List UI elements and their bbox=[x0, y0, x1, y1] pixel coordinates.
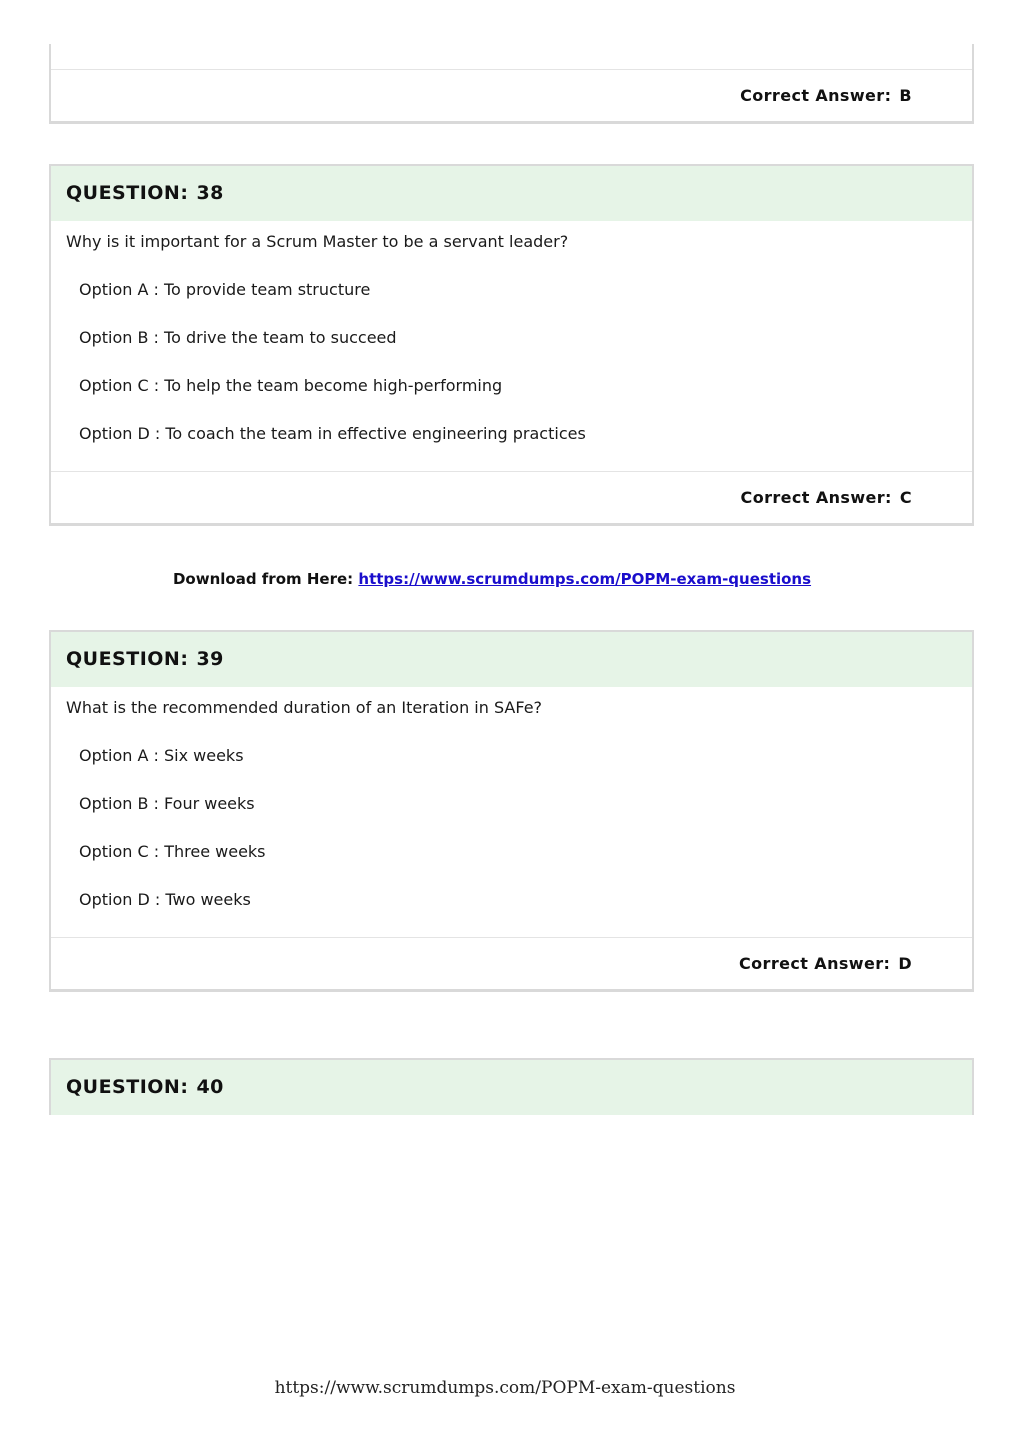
page-footer-url: https://www.scrumdumps.com/POPM-exam-questions bbox=[274, 1378, 736, 1398]
question-label: QUESTION: bbox=[66, 648, 189, 670]
correct-answer-value: B bbox=[899, 86, 912, 105]
option-c: Option C : To help the team become high-performing bbox=[79, 376, 503, 395]
option-a: Option A : To provide team structure bbox=[79, 280, 371, 299]
question-card-40 bbox=[49, 1058, 974, 1115]
option-b: Option B : To drive the team to succeed bbox=[79, 328, 397, 347]
question-body bbox=[51, 684, 972, 937]
question-label: QUESTION: bbox=[66, 1076, 189, 1098]
correct-answer-row bbox=[51, 937, 972, 989]
correct-answer-label: Correct Answer: bbox=[740, 86, 892, 105]
question-header bbox=[51, 166, 972, 221]
question-number: 40 bbox=[196, 1076, 224, 1098]
correct-answer-label: Correct Answer: bbox=[740, 488, 892, 507]
download-link[interactable]: https://www.scrumdumps.com/POPM-exam-questions bbox=[358, 570, 812, 588]
question-text: Why is it important for a Scrum Master to be a servant leader? bbox=[66, 232, 569, 251]
question-body bbox=[51, 218, 972, 471]
download-line bbox=[0, 570, 984, 588]
question-card-38 bbox=[49, 164, 974, 526]
correct-answer-label: Correct Answer: bbox=[739, 954, 891, 973]
option-d: Option D : To coach the team in effective engineering practices bbox=[79, 424, 586, 443]
correct-answer-row bbox=[51, 471, 972, 523]
correct-answer-row bbox=[51, 69, 972, 121]
correct-answer-value: D bbox=[898, 954, 912, 973]
question-text: What is the recommended duration of an Iteration in SAFe? bbox=[66, 698, 543, 717]
option-c: Option C : Three weeks bbox=[79, 842, 266, 861]
question-header bbox=[51, 1060, 972, 1115]
option-d: Option D : Two weeks bbox=[79, 890, 251, 909]
question-number: 39 bbox=[196, 648, 224, 670]
download-label: Download from Here: bbox=[172, 570, 354, 588]
question-header bbox=[51, 632, 972, 687]
option-a: Option A : Six weeks bbox=[79, 746, 244, 765]
question-card-prev bbox=[49, 44, 974, 124]
question-label: QUESTION: bbox=[66, 182, 189, 204]
question-number: 38 bbox=[196, 182, 224, 204]
option-b: Option B : Four weeks bbox=[79, 794, 255, 813]
correct-answer-value: C bbox=[899, 488, 912, 507]
question-card-39 bbox=[49, 630, 974, 992]
card-body-tail bbox=[51, 44, 972, 69]
